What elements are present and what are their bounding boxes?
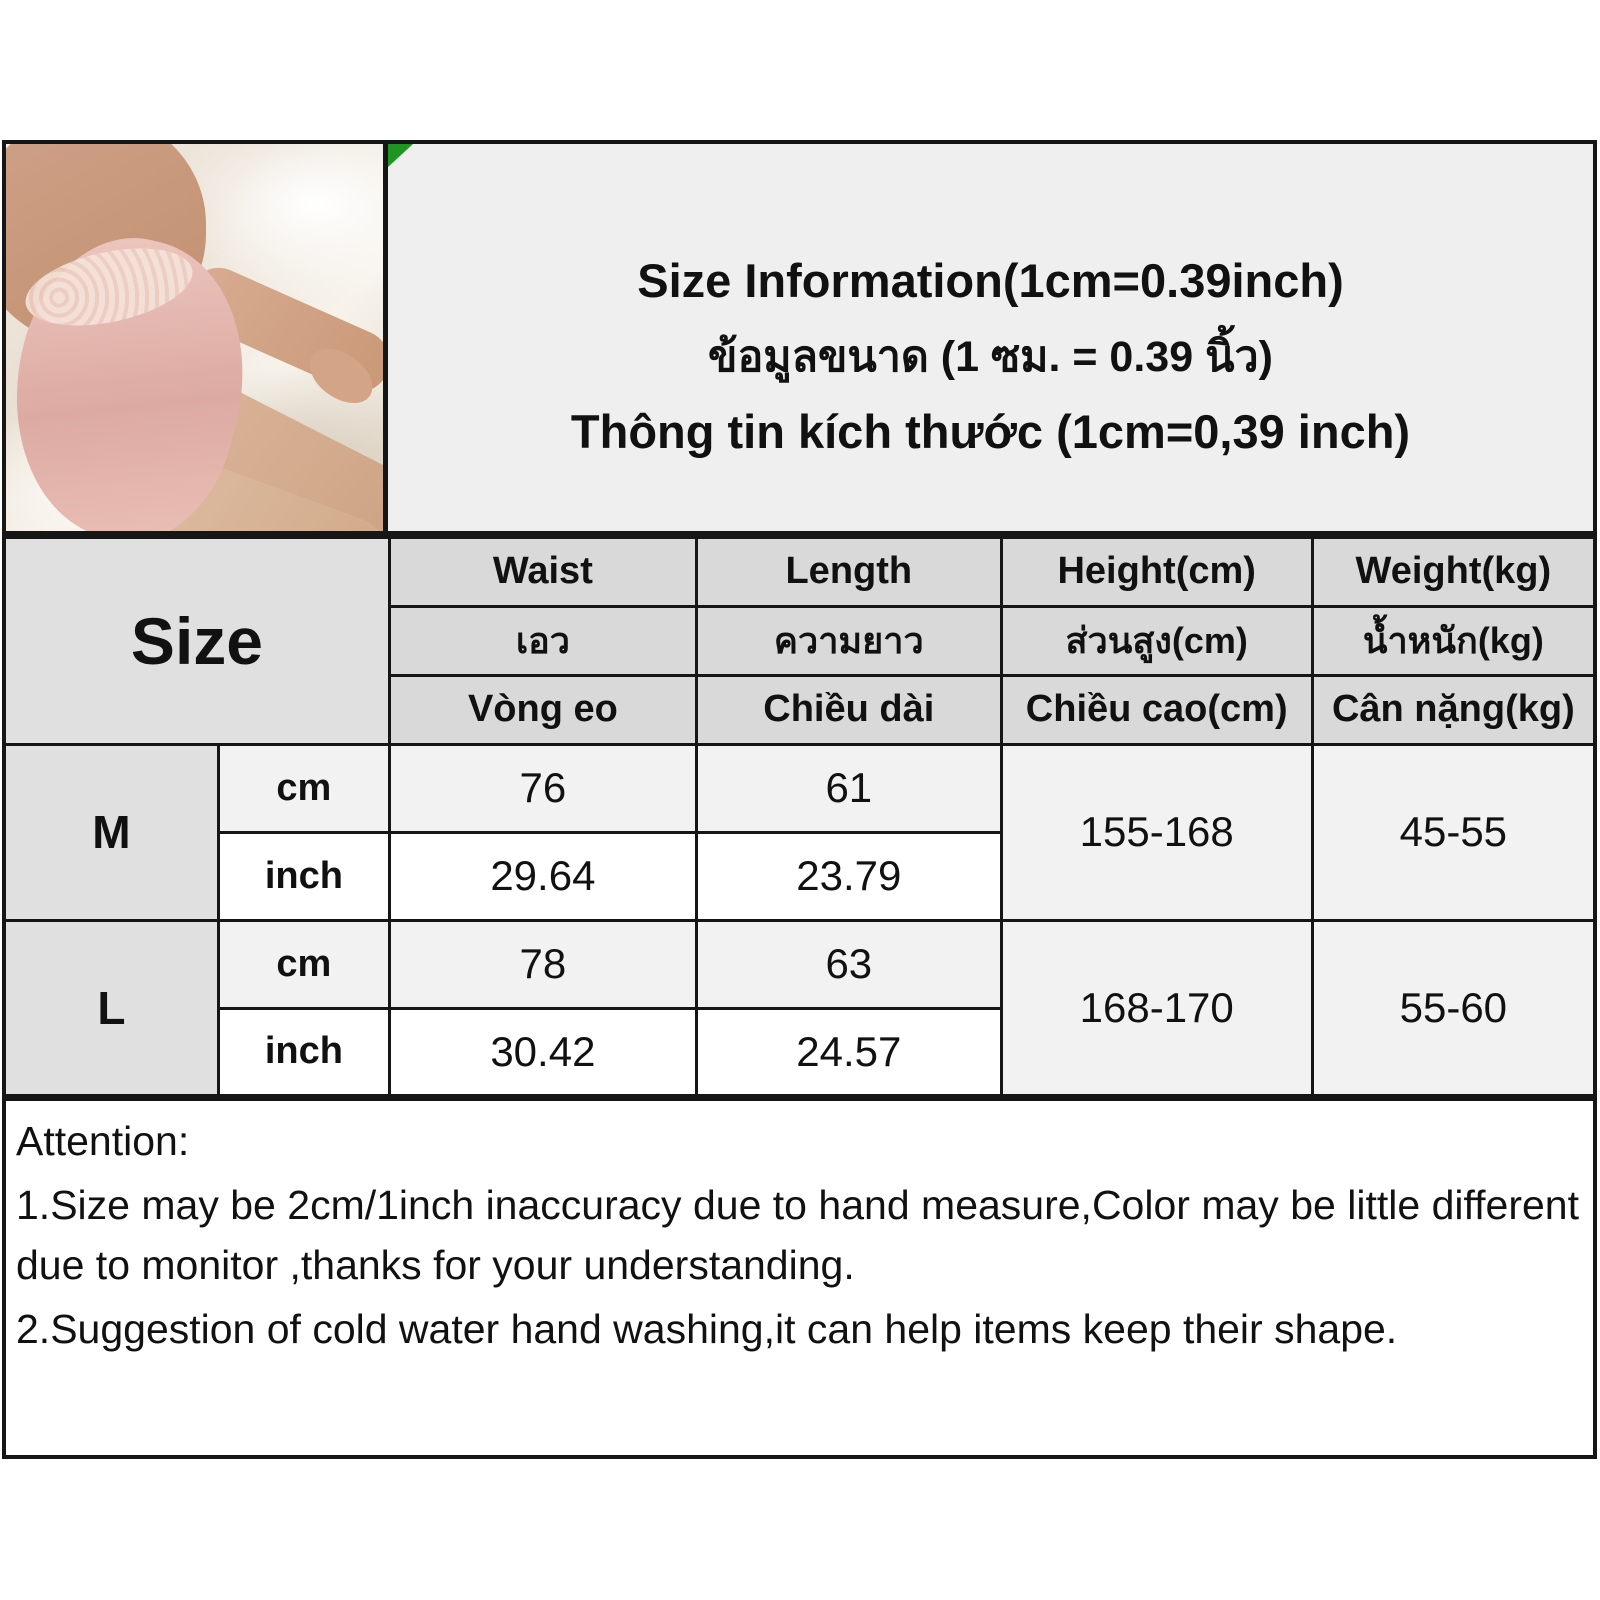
m-weight-range: 45-55 (1312, 744, 1595, 920)
m-length-inch: 23.79 (696, 832, 1001, 920)
unit-cm-label: cm (218, 744, 389, 832)
col-header-weight-th: น้ำหนัก(kg) (1312, 606, 1595, 675)
title-vietnamese: Thông tin kích thước (1cm=0,39 inch) (570, 404, 1411, 458)
col-header-waist-vi: Vòng eo (389, 675, 696, 744)
col-header-waist-en: Waist (389, 537, 696, 606)
m-waist-cm: 76 (389, 744, 696, 832)
green-corner-marker (388, 144, 413, 167)
product-photo (6, 144, 388, 531)
title-box (388, 144, 1593, 531)
col-header-height-vi: Chiều cao(cm) (1001, 675, 1312, 744)
attention-box (2, 1098, 1597, 1459)
col-header-height-en: Height(cm) (1001, 537, 1312, 606)
l-length-inch: 24.57 (696, 1008, 1001, 1096)
unit-inch-label: inch (218, 832, 389, 920)
size-chart-sheet (2, 140, 1597, 1459)
size-l-label: L (4, 920, 218, 1096)
l-weight-range: 55-60 (1312, 920, 1595, 1096)
m-length-cm: 61 (696, 744, 1001, 832)
col-header-length-vi: Chiều dài (696, 675, 1001, 744)
unit-cm-label: cm (218, 920, 389, 1008)
attention-heading: Attention: (16, 1118, 190, 1164)
title-thai: ข้อมูลขนาด (1 ซม. = 0.39 นิ้ว) (708, 332, 1273, 381)
row-m-cm (4, 744, 1595, 832)
col-header-length-th: ความยาว (696, 606, 1001, 675)
l-length-cm: 63 (696, 920, 1001, 1008)
col-header-weight-en: Weight(kg) (1312, 537, 1595, 606)
size-m-label: M (4, 744, 218, 920)
l-waist-inch: 30.42 (389, 1008, 696, 1096)
l-height-range: 168-170 (1001, 920, 1312, 1096)
title-english: Size Information(1cm=0.39inch) (637, 253, 1344, 307)
row-l-cm (4, 920, 1595, 1008)
m-waist-inch: 29.64 (389, 832, 696, 920)
attention-note-2: 2.Suggestion of cold water hand washing,it can help items keep their shape. (16, 1306, 1398, 1352)
attention-note-1: 1.Size may be 2cm/1inch inaccuracy due to hand measure,Color may be little different due to monitor ,thanks for your understanding. (16, 1182, 1579, 1288)
col-header-waist-th: เอว (389, 606, 696, 675)
m-height-range: 155-168 (1001, 744, 1312, 920)
size-header-cell: Size (4, 537, 389, 744)
header-row-english (4, 537, 1595, 606)
size-table (2, 535, 1597, 1098)
l-waist-cm: 78 (389, 920, 696, 1008)
col-header-weight-vi: Cân nặng(kg) (1312, 675, 1595, 744)
col-header-height-th: ส่วนสูง(cm) (1001, 606, 1312, 675)
col-header-length-en: Length (696, 537, 1001, 606)
top-row (2, 140, 1597, 535)
unit-inch-label: inch (218, 1008, 389, 1096)
